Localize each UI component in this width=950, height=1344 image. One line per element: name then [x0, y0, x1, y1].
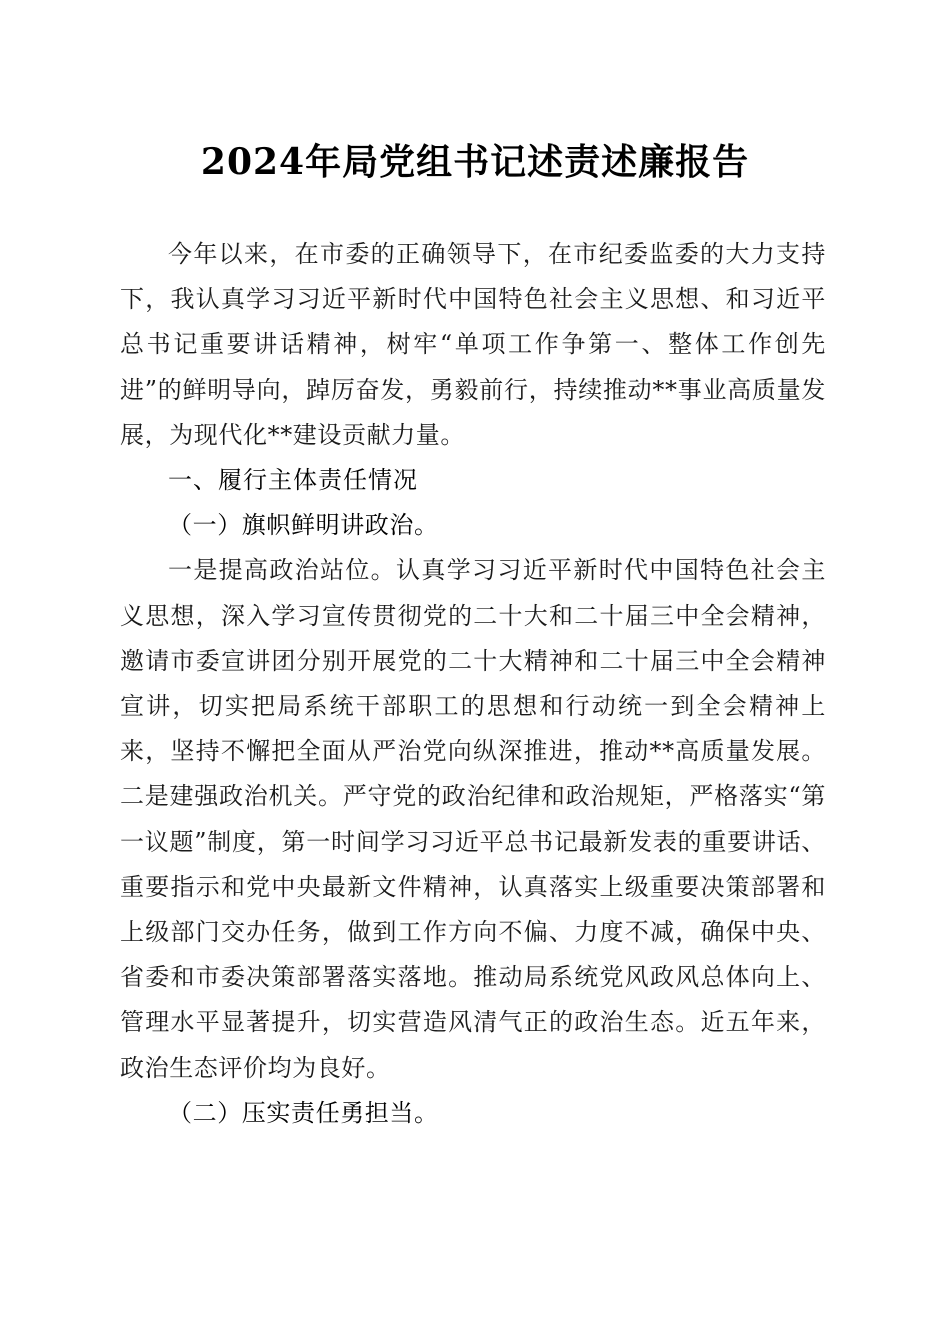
subsection-heading-2: （二）压实责任勇担当。 — [168, 1098, 439, 1127]
body-paragraph: 一是提高政治站位。认真学习习近平新时代中国特色社会主义思想，深入学习宣传贯彻党的二十大和二十届三中全会精神，邀请市委宣讲团分别开展党的二十大精神和二十届三中全会精神宣讲，切实把局系统干部职工的思想和行动统一到全会精神上来，坚持不懈把全面从严治党向纵深推进，推动**高质量发展。二是建强政治机关。严守党的政治纪律和政治规矩，严格落实“第一议题”制度，第一时间学习习近平总书记最新发表的重要讲话、重要指示和党中央最新文件精神，认真落实上级重要决策部署和上级部门交办任务，做到工作方向不偏、力度不减，确保中央、省委和市委决策部署落实落地。推动局系统党风政风总体向上、管理水平显著提升，切实营造风清气正的政治生态。近五年来，政治生态评价均为良好。 — [120, 556, 826, 1082]
document-body — [120, 232, 826, 1136]
subsection-heading-1: （一）旗帜鲜明讲政治。 — [168, 511, 439, 540]
intro-paragraph: 今年以来，在市委的正确领导下，在市纪委监委的大力支持下，我认真学习习近平新时代中国特色社会主义思想、和习近平总书记重要讲话精神，树牢“单项工作争第一、整体工作创先进”的鲜明导向，踔厉奋发，勇毅前行，持续推动**事业高质量发展，为现代化**建设贡献力量。 — [120, 240, 826, 449]
document-title: 2024年局党组书记述责述廉报告 — [200, 141, 750, 183]
section-heading-1: 一、履行主体责任情况 — [168, 466, 418, 495]
